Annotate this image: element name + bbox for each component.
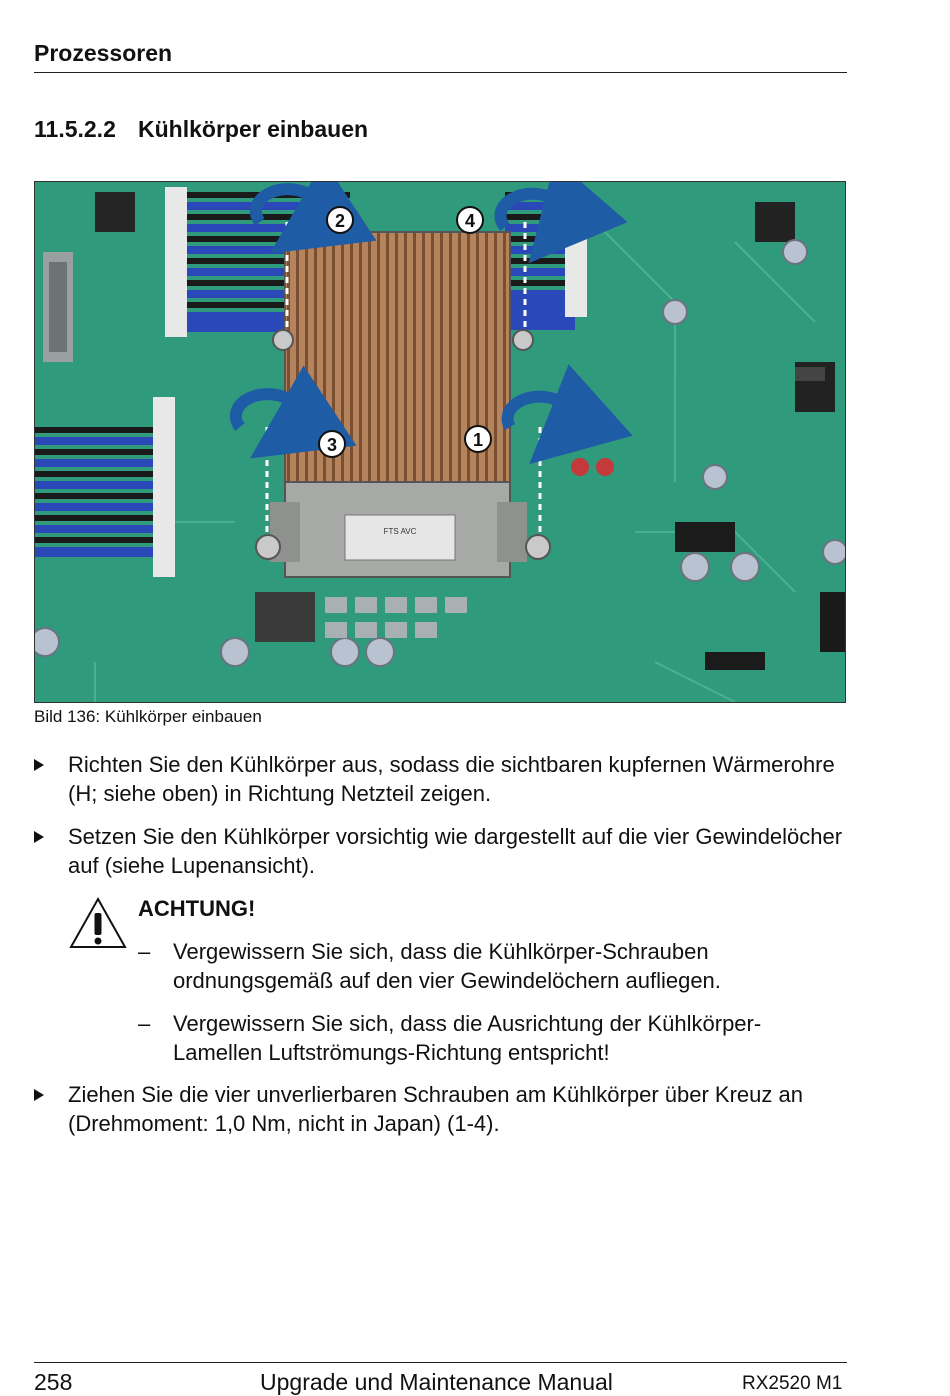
callout-1	[465, 426, 491, 452]
svg-text:1: 1	[472, 430, 484, 450]
warning-item-text: Vergewissern Sie sich, dass die Kühlkörper-Schrauben ordnungsgemäß auf den vier Gewindelöchern aufliegen.	[173, 939, 721, 993]
dash-marker: –	[138, 939, 151, 964]
triangle-bullet-icon	[34, 759, 44, 771]
step-item	[34, 1080, 849, 1138]
svg-text:3: 3	[326, 435, 338, 455]
page-header-title: Prozessoren	[34, 40, 173, 66]
warning-item	[138, 1009, 828, 1067]
step-text: Setzen Sie den Kühlkörper vorsichtig wie dargestellt auf die vier Gewindelöcher auf (siehe Lupenansicht).	[68, 824, 843, 878]
step-item	[34, 822, 849, 880]
step-text: Richten Sie den Kühlkörper aus, sodass die sichtbaren kupfernen Wärmerohre (H; siehe oben) in Richtung Netzteil zeigen.	[68, 752, 835, 806]
section-number: 11.5.2.2	[34, 116, 116, 142]
callout-2	[327, 207, 353, 233]
heatsink	[270, 232, 527, 577]
callout-3	[319, 431, 345, 457]
heatsink-label: FTS AVC	[383, 527, 417, 536]
section-heading	[34, 116, 368, 143]
figure-caption: Bild 136: Kühlkörper einbauen	[34, 707, 262, 726]
dash-marker: –	[138, 1011, 151, 1036]
triangle-bullet-icon	[34, 831, 44, 843]
warning-title: ACHTUNG!	[138, 896, 256, 921]
heatsink-installation-figure	[34, 181, 846, 703]
warning-item	[138, 937, 828, 995]
manual-title: Upgrade und Maintenance Manual	[260, 1369, 613, 1395]
svg-text:2: 2	[334, 211, 346, 231]
step-item	[34, 750, 849, 808]
section-title: Kühlkörper einbauen	[138, 116, 369, 142]
warning-triangle-icon	[68, 896, 128, 950]
svg-text:4: 4	[464, 211, 476, 231]
callout-4	[457, 207, 483, 233]
step-text: Ziehen Sie die vier unverlierbaren Schrauben am Kühlkörper über Kreuz an (Drehmoment: 1,0 Nm, nicht in Japan) (1-4).	[68, 1082, 803, 1136]
page-number: 258	[34, 1369, 73, 1395]
warning-item-text: Vergewissern Sie sich, dass die Ausrichtung der Kühlkörper-Lamellen Luftströmungs-Richtung entspricht!	[173, 1011, 762, 1065]
header-divider	[34, 72, 847, 73]
triangle-bullet-icon	[34, 1089, 44, 1101]
dimm-slots-top-right	[505, 187, 587, 330]
model-name: RX2520 M1	[742, 1373, 843, 1394]
footer-divider	[34, 1362, 847, 1363]
